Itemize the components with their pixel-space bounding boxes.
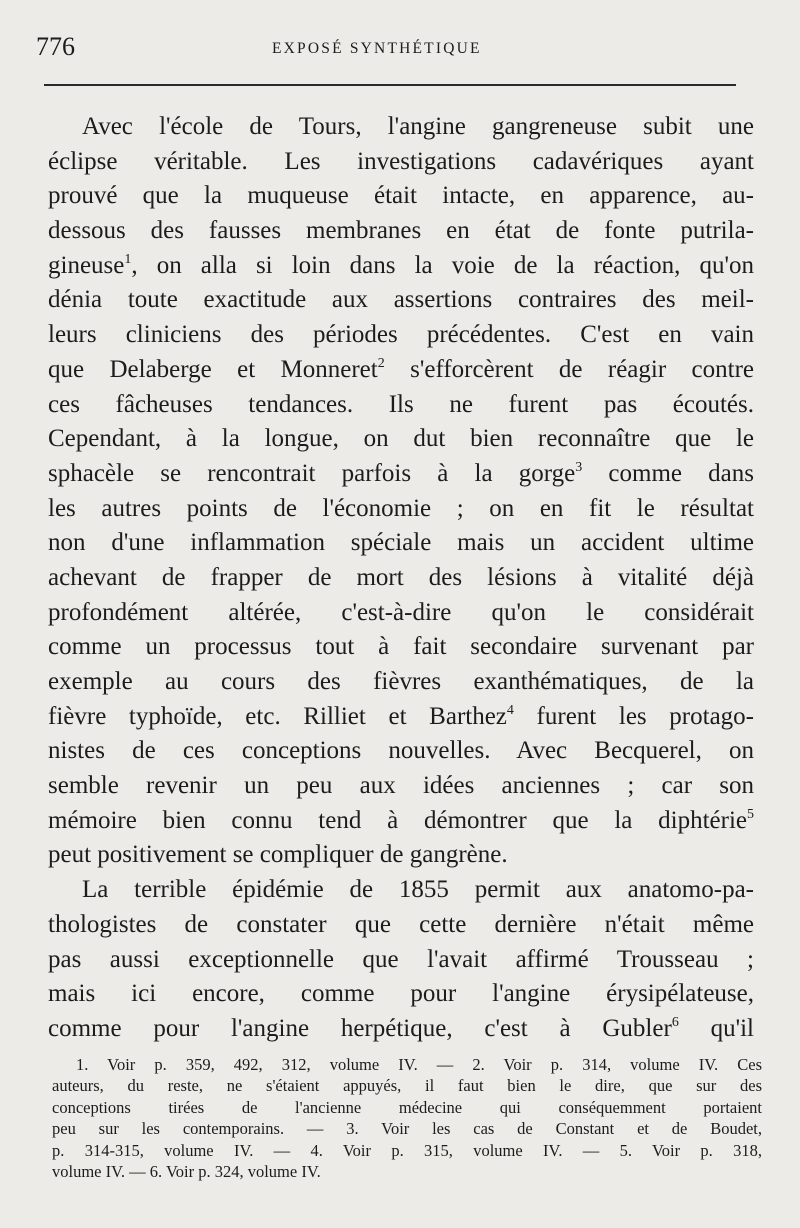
text-line: non d'une inflammation spéciale mais un accident ultime	[48, 529, 754, 557]
footnote-line: auteurs, du reste, ne s'étaient appuyés, il faut bien le dire, que sur des	[52, 1076, 762, 1096]
text-line: mais ici encore, comme pour l'angine érysipélateuse,	[48, 980, 754, 1008]
text-line: peut positivement se compliquer de gangrène.	[48, 841, 508, 869]
running-title: EXPOSÉ SYNTHÉTIQUE	[272, 40, 482, 57]
note-ref-2: 2	[377, 355, 385, 371]
note-ref-3: 3	[575, 459, 583, 475]
text-line: La terrible épidémie de 1855 permit aux anatomo-pa-	[82, 876, 754, 904]
page-number: 776	[36, 32, 75, 61]
text-line: mémoire bien connu tend à démontrer que la diphtérie$^5$	[48, 806, 754, 834]
text-line: nistes de ces conceptions nouvelles. Avec Becquerel, on	[48, 737, 754, 765]
footnote-line: 1. Voir p. 359, 492, 312, volume IV. — 2. Voir p. 314, volume IV. Ces	[76, 1055, 762, 1074]
text-line: profondément altérée, c'est-à-dire qu'on le considérait	[48, 598, 754, 626]
footnotes	[52, 1054, 762, 1182]
text-line: éclipse véritable. Les investigations cadavériques ayant	[48, 147, 754, 175]
text-line: gineuse$^1$, on alla si loin dans la voie de la réaction, qu'on	[48, 251, 754, 279]
note-ref-6: 6	[671, 1014, 679, 1030]
text-line: dénia toute exactitude aux assertions contraires des meil-	[48, 286, 754, 314]
text-line: dessous des fausses membranes en état de fonte putrila-	[48, 217, 754, 245]
footnote-line: p. 314-315, volume IV. — 4. Voir p. 315, volume IV. — 5. Voir p. 318,	[52, 1140, 762, 1160]
text-line: leurs cliniciens des périodes précédentes. C'est en vain	[48, 321, 754, 349]
text-line: thologistes de constater que cette dernière n'était même	[48, 910, 754, 938]
body-text	[48, 110, 754, 1047]
note-ref-4: 4	[506, 702, 514, 718]
text-line: comme pour l'angine herpétique, c'est à Gubler$^6$ qu'il	[48, 1014, 754, 1042]
page-header	[36, 30, 750, 66]
footnote-line: volume IV. — 6. Voir p. 324, volume IV.	[52, 1161, 321, 1181]
text-line: les autres points de l'économie ; on en fit le résultat	[48, 494, 754, 522]
header-rule	[44, 84, 736, 86]
text-line: achevant de frapper de mort des lésions à vitalité déjà	[48, 563, 754, 591]
text-line: comme un processus tout à fait secondaire survenant par	[48, 633, 754, 661]
footnote-line: conceptions tirées de l'ancienne médecine qui conséquemment portaient	[52, 1097, 762, 1117]
text-line: sphacèle se rencontrait parfois à la gorge$^3$ comme dans	[48, 459, 754, 487]
text-line: prouvé que la muqueuse était intacte, en apparence, au-	[48, 182, 754, 210]
text-line: que Delaberge et Monneret$^2$ s'efforcèrent de réagir contre	[48, 355, 755, 383]
text-line: ces fâcheuses tendances. Ils ne furent pas écoutés.	[48, 390, 754, 418]
text-line: semble revenir un peu aux idées anciennes ; car son	[48, 772, 754, 800]
text-line: Cependant, à la longue, on dut bien reconnaître que le	[48, 425, 754, 453]
note-ref-5: 5	[747, 806, 754, 822]
text-line: Avec l'école de Tours, l'angine gangreneuse subit une	[82, 113, 754, 140]
footnote-line: peu sur les contemporains. — 3. Voir les cas de Constant et de Boudet,	[52, 1119, 762, 1139]
text-line: fièvre typhoïde, etc. Rilliet et Barthez$^4$ furent les protago-	[48, 702, 754, 730]
text-line: pas aussi exceptionnelle que l'avait affirmé Trousseau ;	[48, 945, 754, 973]
note-ref-1: 1	[124, 251, 132, 267]
text-line: exemple au cours des fièvres exanthématiques, de la	[48, 668, 754, 695]
